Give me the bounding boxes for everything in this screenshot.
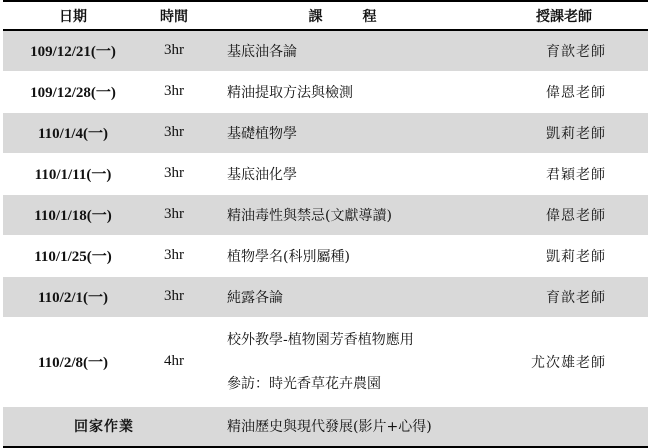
table-header-row — [3, 1, 648, 30]
hours-cell: 3hr — [143, 71, 205, 112]
hours-cell: 3hr — [143, 276, 205, 317]
table-row — [3, 235, 648, 276]
header-course — [205, 1, 480, 30]
teacher-cell: 凱莉老師 — [480, 112, 648, 153]
table-row — [3, 30, 648, 71]
homework-course: 精油歷史與現代發展(影片+心得) — [205, 406, 648, 447]
hours-cell: 4hr — [143, 317, 205, 406]
hours-cell: 3hr — [143, 235, 205, 276]
header-hours: 時間 — [143, 1, 205, 30]
date-cell: 109/12/28(一) — [3, 71, 143, 112]
course-cell: 精油毒性與禁忌(文獻導讀) — [205, 194, 480, 235]
header-date: 日期 — [3, 1, 143, 30]
course-cell: 基礎植物學 — [205, 112, 480, 153]
teacher-cell: 偉恩老師 — [480, 71, 648, 112]
hours-cell: 3hr — [143, 30, 205, 71]
date-cell: 110/2/8(一) — [3, 317, 143, 406]
date-cell: 110/1/25(一) — [3, 235, 143, 276]
table-row — [3, 276, 648, 317]
header-course-label: 課程 — [308, 8, 417, 25]
teacher-cell: 凱莉老師 — [480, 235, 648, 276]
date-cell: 110/1/4(一) — [3, 112, 143, 153]
course-cell: 純露各論 — [205, 276, 480, 317]
course-cell: 基底油化學 — [205, 153, 480, 194]
teacher-cell: 君穎老師 — [480, 153, 648, 194]
table-row — [3, 112, 648, 153]
course-cell: 基底油各論 — [205, 30, 480, 71]
homework-row — [3, 406, 648, 447]
hours-cell: 3hr — [143, 112, 205, 153]
course-line-1: 校外教學-植物園芳香植物應用 — [227, 331, 414, 348]
course-cell: 精油提取方法與檢測 — [205, 71, 480, 112]
teacher-cell: 偉恩老師 — [480, 194, 648, 235]
date-cell: 110/1/11(一) — [3, 153, 143, 194]
header-teacher: 授課老師 — [480, 1, 648, 30]
course-line-2: 參訪：時光香草花卉農園 — [227, 375, 381, 392]
date-cell: 109/12/21(一) — [3, 30, 143, 71]
table-row — [3, 153, 648, 194]
course-schedule — [3, 0, 648, 448]
schedule-table — [3, 0, 648, 448]
hours-cell: 3hr — [143, 153, 205, 194]
homework-label: 回家作業 — [3, 406, 205, 447]
hours-cell: 3hr — [143, 194, 205, 235]
table-row — [3, 194, 648, 235]
date-cell: 110/1/18(一) — [3, 194, 143, 235]
course-cell — [205, 317, 480, 406]
teacher-cell: 育歆老師 — [480, 30, 648, 71]
course-cell: 植物學名(科別屬種) — [205, 235, 480, 276]
table-row — [3, 317, 648, 406]
date-cell: 110/2/1(一) — [3, 276, 143, 317]
table-row — [3, 71, 648, 112]
teacher-cell: 尤次雄老師 — [480, 317, 648, 406]
teacher-cell: 育歆老師 — [480, 276, 648, 317]
